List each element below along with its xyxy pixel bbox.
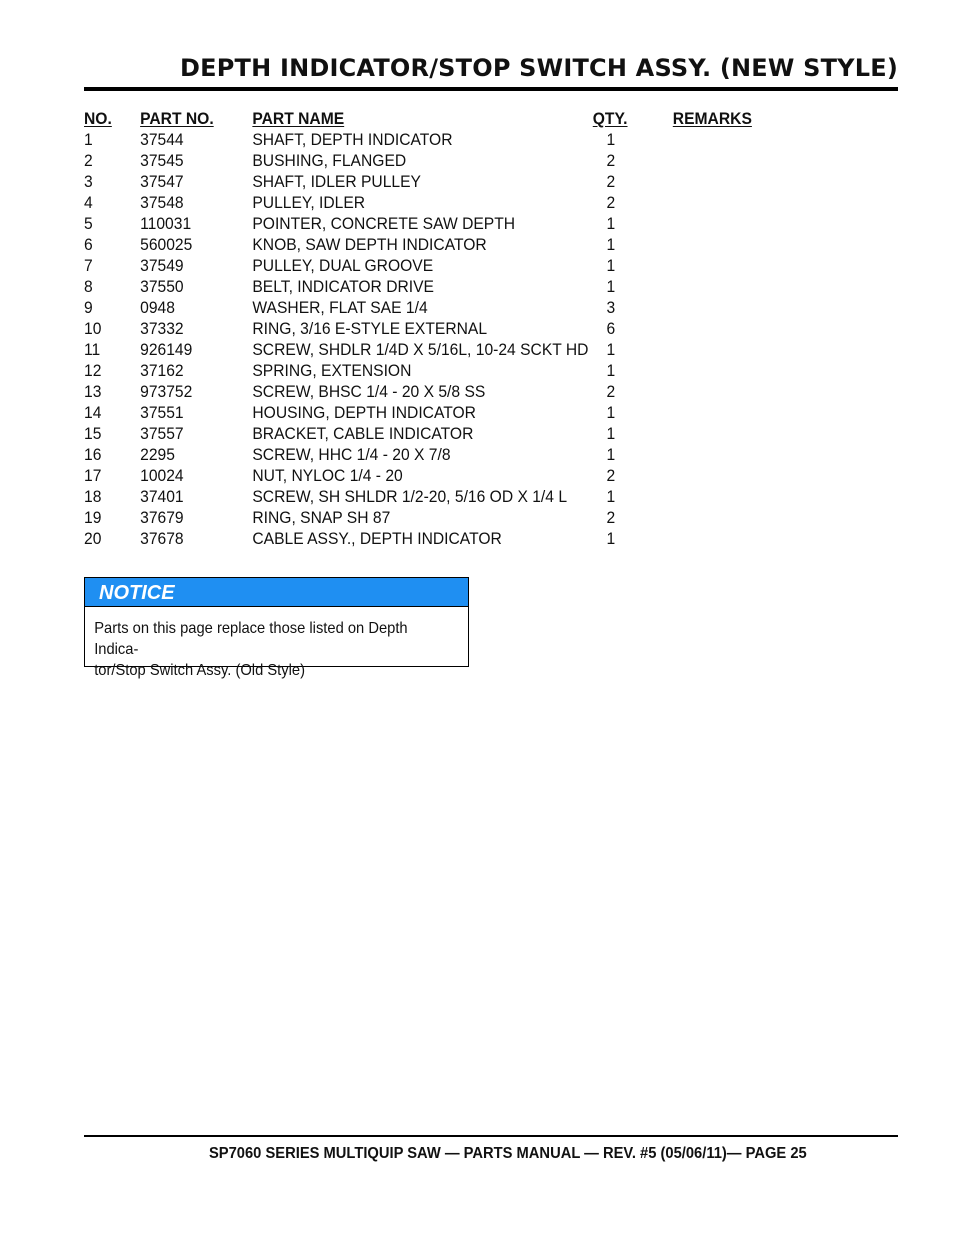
cell-part-name: POINTER, CONCRETE SAW DEPTH xyxy=(252,214,516,233)
cell-part-no: 37545 xyxy=(140,151,184,170)
cell-part-name: KNOB, SAW DEPTH INDICATOR xyxy=(252,235,487,254)
footer-text: SP7060 SERIES MULTIQUIP SAW — PARTS MANUAL — REV. #5 (05/06/11)— PAGE 25 xyxy=(209,1145,807,1162)
cell-part-no: 10024 xyxy=(140,466,184,485)
notice-heading: NOTICE xyxy=(85,578,468,607)
cell-part-name: NUT, NYLOC 1/4 - 20 xyxy=(252,466,403,485)
cell-no: 10 xyxy=(84,319,102,338)
cell-qty: 1 xyxy=(606,403,616,422)
table-row xyxy=(84,423,774,444)
cell-part-name: CABLE ASSY., DEPTH INDICATOR xyxy=(252,529,502,548)
cell-qty: 1 xyxy=(606,487,616,506)
table-row xyxy=(84,444,774,465)
cell-qty: 2 xyxy=(606,151,616,170)
cell-qty: 1 xyxy=(606,529,616,548)
cell-part-name: RING, SNAP SH 87 xyxy=(252,508,391,527)
cell-remarks xyxy=(673,423,774,444)
cell-qty: 2 xyxy=(606,508,616,527)
cell-part-no: 973752 xyxy=(140,382,193,401)
table-row xyxy=(84,213,774,234)
cell-qty: 2 xyxy=(606,172,616,191)
cell-part-name: SHAFT, IDLER PULLEY xyxy=(252,172,421,191)
cell-remarks xyxy=(673,276,774,297)
cell-remarks xyxy=(673,528,774,549)
cell-part-no: 37549 xyxy=(140,256,184,275)
cell-remarks xyxy=(673,507,774,528)
cell-part-name: BRACKET, CABLE INDICATOR xyxy=(252,424,474,443)
table-row xyxy=(84,339,774,360)
cell-part-name: SCREW, SH SHLDR 1/2-20, 5/16 OD X 1/4 L xyxy=(252,487,568,506)
table-row xyxy=(84,381,774,402)
cell-no: 1 xyxy=(84,130,93,149)
cell-no: 13 xyxy=(84,382,102,401)
table-row xyxy=(84,528,774,549)
cell-no: 3 xyxy=(84,172,93,191)
cell-part-no: 0948 xyxy=(140,298,175,317)
table-header-row xyxy=(84,108,774,129)
notice-text-line-2: tor/Stop Switch Assy. (Old Style) xyxy=(94,662,305,679)
table-row xyxy=(84,486,774,507)
cell-remarks xyxy=(673,171,774,192)
cell-part-no: 37678 xyxy=(140,529,184,548)
cell-no: 12 xyxy=(84,361,102,380)
cell-no: 11 xyxy=(84,340,101,359)
column-header-part-no: PART NO. xyxy=(140,109,214,128)
cell-qty: 1 xyxy=(606,445,616,464)
cell-part-no: 37679 xyxy=(140,508,184,527)
cell-part-no: 37332 xyxy=(140,319,184,338)
cell-part-name: SCREW, HHC 1/4 - 20 X 7/8 xyxy=(252,445,451,464)
cell-part-no: 37548 xyxy=(140,193,184,212)
cell-part-name: SCREW, BHSC 1/4 - 20 X 5/8 SS xyxy=(252,382,486,401)
table-row xyxy=(84,129,774,150)
cell-remarks xyxy=(673,360,774,381)
cell-no: 8 xyxy=(84,277,93,296)
footer-rule xyxy=(84,1135,898,1137)
cell-qty: 6 xyxy=(606,319,616,338)
cell-part-no: 37551 xyxy=(140,403,184,422)
cell-no: 9 xyxy=(84,298,93,317)
notice-box xyxy=(84,577,469,679)
cell-no: 16 xyxy=(84,445,102,464)
cell-remarks xyxy=(673,381,774,402)
parts-table-body xyxy=(84,129,774,549)
table-row xyxy=(84,276,774,297)
cell-part-name: BELT, INDICATOR DRIVE xyxy=(252,277,435,296)
cell-part-no: 926149 xyxy=(140,340,193,359)
cell-part-no: 37162 xyxy=(140,361,184,380)
cell-no: 5 xyxy=(84,214,93,233)
cell-qty: 1 xyxy=(606,361,616,380)
cell-qty: 1 xyxy=(606,256,616,275)
parts-table xyxy=(84,108,774,549)
cell-remarks xyxy=(673,465,774,486)
cell-no: 20 xyxy=(84,529,102,548)
cell-part-name: HOUSING, DEPTH INDICATOR xyxy=(252,403,476,422)
cell-part-name: BUSHING, FLANGED xyxy=(252,151,407,170)
cell-qty: 1 xyxy=(606,214,616,233)
cell-part-name: SHAFT, DEPTH INDICATOR xyxy=(252,130,453,149)
table-row xyxy=(84,507,774,528)
table-row xyxy=(84,150,774,171)
cell-qty: 1 xyxy=(606,340,616,359)
cell-part-no: 37557 xyxy=(140,424,184,443)
cell-qty: 1 xyxy=(606,130,616,149)
cell-remarks xyxy=(673,129,774,150)
column-header-remarks: REMARKS xyxy=(672,109,752,128)
cell-part-no: 110031 xyxy=(140,214,192,233)
cell-part-name: SCREW, SHDLR 1/4D X 5/16L, 10-24 SCKT HD xyxy=(252,340,589,359)
cell-qty: 2 xyxy=(606,466,616,485)
title-rule xyxy=(84,87,898,91)
cell-no: 14 xyxy=(84,403,102,422)
cell-no: 19 xyxy=(84,508,102,527)
cell-remarks xyxy=(673,318,774,339)
cell-remarks xyxy=(673,213,774,234)
cell-part-name: PULLEY, IDLER xyxy=(252,193,366,212)
column-header-qty: QTY. xyxy=(592,109,628,128)
cell-no: 15 xyxy=(84,424,102,443)
column-header-part-name: PART NAME xyxy=(252,109,345,128)
cell-no: 4 xyxy=(84,193,93,212)
cell-part-no: 2295 xyxy=(140,445,175,464)
cell-qty: 1 xyxy=(606,235,616,254)
cell-remarks xyxy=(673,255,774,276)
cell-part-name: WASHER, FLAT SAE 1/4 xyxy=(252,298,428,317)
cell-part-name: PULLEY, DUAL GROOVE xyxy=(252,256,434,275)
table-row xyxy=(84,171,774,192)
cell-qty: 1 xyxy=(606,424,616,443)
table-row xyxy=(84,465,774,486)
page-title: DEPTH INDICATOR/STOP SWITCH ASSY. (NEW STYLE) xyxy=(180,54,898,82)
cell-remarks xyxy=(673,234,774,255)
table-row xyxy=(84,255,774,276)
cell-remarks xyxy=(673,339,774,360)
cell-no: 6 xyxy=(84,235,93,254)
column-header-no: NO. xyxy=(84,109,112,128)
cell-no: 7 xyxy=(84,256,93,275)
cell-remarks xyxy=(673,192,774,213)
notice-text xyxy=(85,607,460,681)
cell-no: 2 xyxy=(84,151,93,170)
table-row xyxy=(84,297,774,318)
table-row xyxy=(84,234,774,255)
cell-qty: 2 xyxy=(606,193,616,212)
page-footer xyxy=(0,1142,954,1166)
cell-part-no: 37544 xyxy=(140,130,184,149)
table-row xyxy=(84,192,774,213)
cell-qty: 1 xyxy=(606,277,616,296)
cell-qty: 3 xyxy=(606,298,616,317)
cell-remarks xyxy=(673,297,774,318)
table-row xyxy=(84,318,774,339)
cell-remarks xyxy=(673,444,774,465)
cell-part-no: 560025 xyxy=(140,235,193,254)
table-row xyxy=(84,360,774,381)
cell-qty: 2 xyxy=(606,382,616,401)
cell-part-no: 37547 xyxy=(140,172,184,191)
cell-part-name: SPRING, EXTENSION xyxy=(252,361,412,380)
table-row xyxy=(84,402,774,423)
cell-remarks xyxy=(673,486,774,507)
cell-remarks xyxy=(673,402,774,423)
cell-part-no: 37550 xyxy=(140,277,184,296)
cell-no: 18 xyxy=(84,487,102,506)
cell-remarks xyxy=(673,150,774,171)
cell-part-name: RING, 3/16 E-STYLE EXTERNAL xyxy=(252,319,488,338)
cell-part-no: 37401 xyxy=(140,487,184,506)
notice-text-line-1: Parts on this page replace those listed on Depth Indica- xyxy=(94,620,408,658)
cell-no: 17 xyxy=(84,466,102,485)
